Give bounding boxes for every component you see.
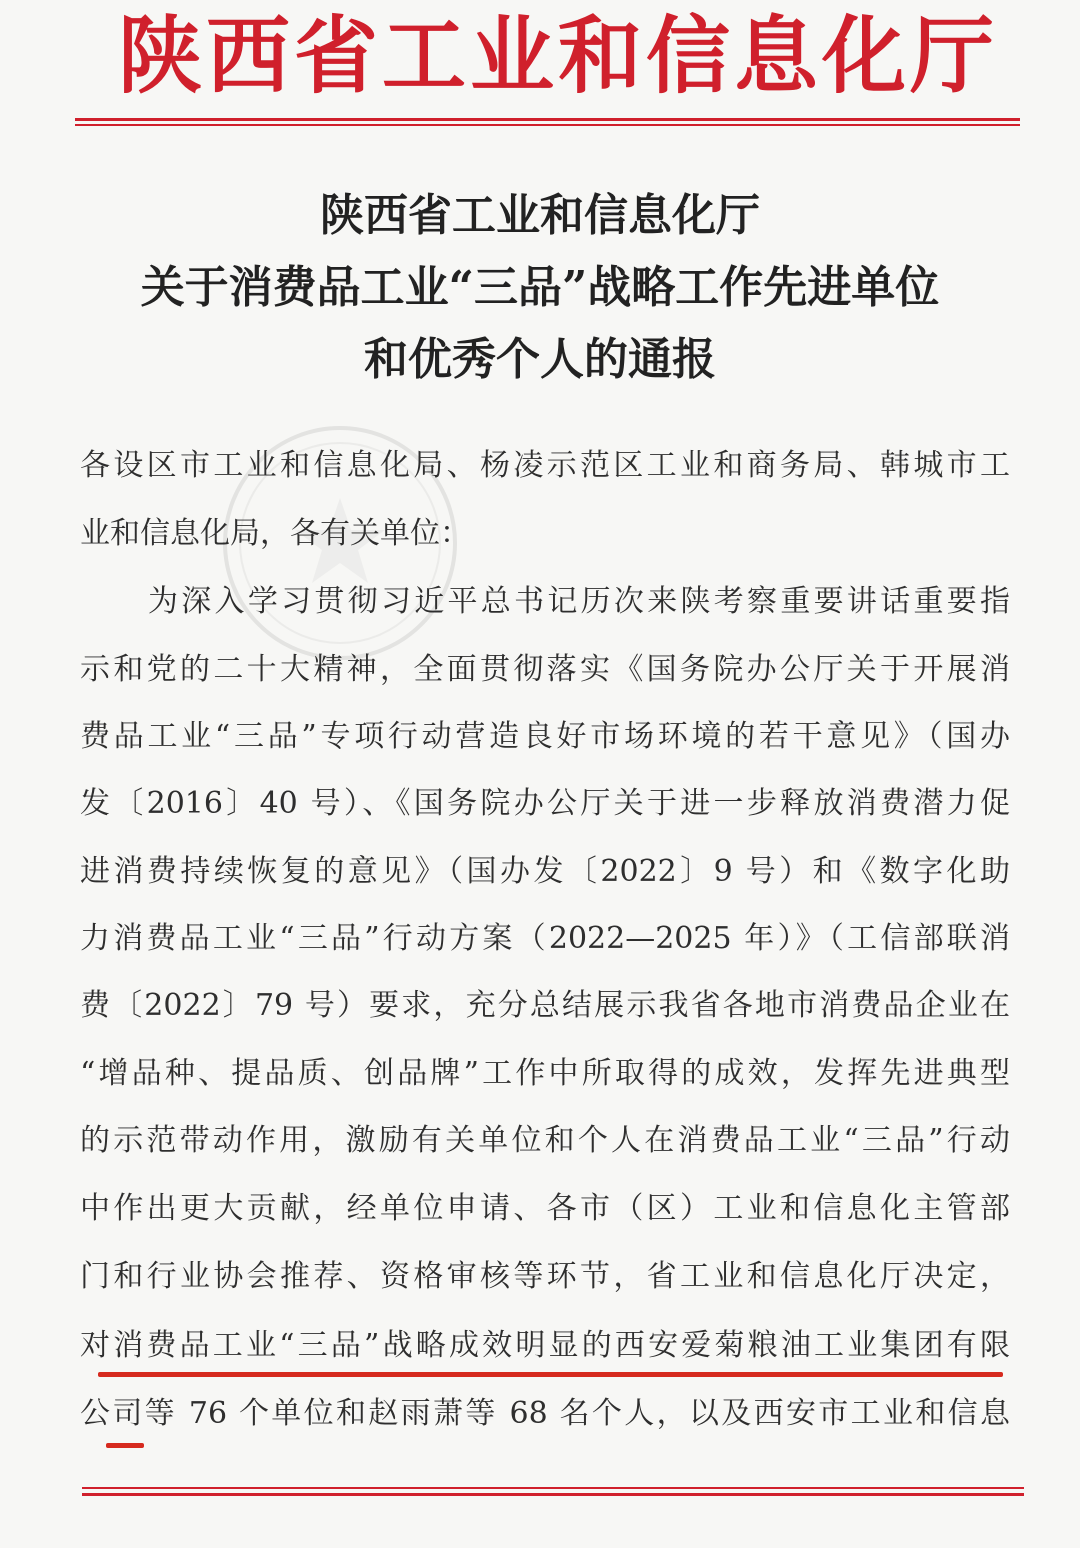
paragraph-line-2: 示和党的二十大精神，全面贯彻落实《国务院办公厅关于开展消	[80, 652, 1010, 687]
paragraph-line-7: 费〔2022〕79 号）要求，充分总结展示我省各地市消费品企业在	[80, 988, 1010, 1023]
paragraph-line-10: 中作出更大贡献，经单位申请、各市（区）工业和信息化主管部	[80, 1191, 1010, 1226]
footer-rule-thin	[82, 1487, 1024, 1489]
paragraph-line-11: 门和行业协会推荐、资格审核等环节，省工业和信息化厅决定，	[80, 1259, 1010, 1294]
paragraph-line-13: 公司等 76 个单位和赵雨萧等 68 名个人，以及西安市工业和信息	[80, 1396, 1010, 1431]
paragraph-line-12: 对消费品工业“三品”战略成效明显的西安爱菊粮油工业集团有限	[80, 1328, 1010, 1363]
paragraph-line-3: 费品工业“三品”专项行动营造良好市场环境的若干意见》（国办	[80, 719, 1010, 754]
footer-rule-thick	[82, 1493, 1024, 1496]
paragraph-line-1: 为深入学习贯彻习近平总书记历次来陕考察重要讲话重要指	[148, 584, 1010, 619]
letterhead	[0, 0, 1080, 130]
paragraph-line-8: “增品种、提品质、创品牌”工作中所取得的成效，发挥先进典型	[80, 1056, 1010, 1091]
addressee-line-1: 各设区市工业和信息化局、杨凌示范区工业和商务局、韩城市工	[80, 448, 1010, 483]
letterhead-rule-thick	[75, 118, 1020, 121]
letterhead-org-name: 陕西省工业和信息化厅	[118, 7, 999, 105]
title-line-1: 陕西省工业和信息化厅	[320, 190, 760, 241]
title-line-2: 关于消费品工业“三品”战略工作先进单位	[140, 262, 940, 313]
paragraph-line-4: 发〔2016〕40 号）、《国务院办公厅关于进一步释放消费潜力促	[80, 786, 1010, 821]
title-line-3: 和优秀个人的通报	[364, 334, 716, 385]
paragraph-line-5: 进消费持续恢复的意见》（国办发〔2022〕9 号）和《数字化助	[80, 854, 1010, 889]
highlight-underline-short	[106, 1443, 144, 1448]
paragraph-line-9: 的示范带动作用，激励有关单位和个人在消费品工业“三品”行动	[80, 1123, 1010, 1158]
document-title	[60, 180, 1020, 396]
letterhead-rule-thin	[75, 124, 1020, 126]
highlight-underline	[98, 1372, 1003, 1377]
addressee-line-2: 业和信息化局，各有关单位：	[80, 516, 470, 551]
paragraph-line-6: 力消费品工业“三品”行动方案（2022—2025 年）》（工信部联消	[80, 921, 1010, 956]
